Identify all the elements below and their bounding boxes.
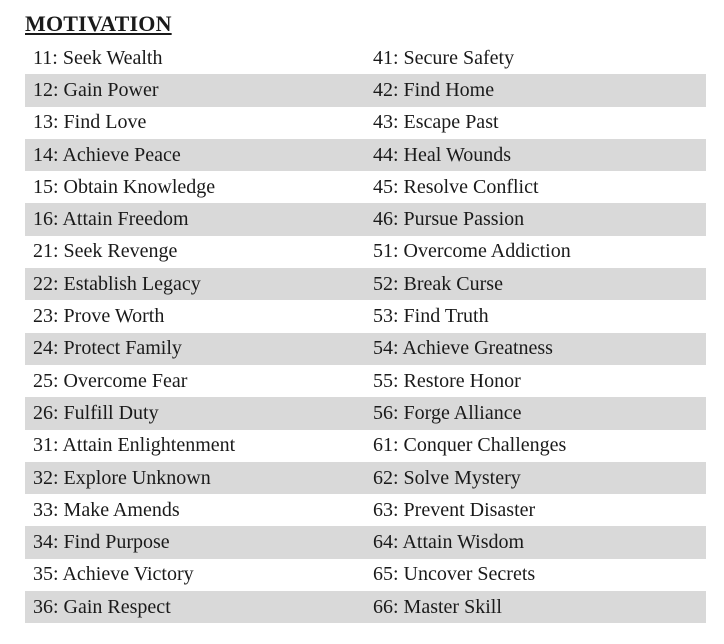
table-cell-right: 42: Find Home [373, 78, 495, 101]
table-cell-right: 46: Pursue Passion [373, 208, 525, 231]
table-cell-right: 44: Heal Wounds [373, 143, 512, 166]
table-cell-right: 61: Conquer Challenges [373, 434, 567, 457]
table-row [25, 397, 706, 429]
table-row [25, 236, 706, 268]
table-title: MOTIVATION [25, 11, 172, 36]
table-cell-left: 33: Make Amends [33, 498, 180, 521]
table-row [25, 300, 706, 332]
table-row [25, 203, 706, 235]
table-cell-left: 32: Explore Unknown [33, 466, 211, 489]
table-cell-left: 21: Seek Revenge [33, 240, 178, 263]
table-row [25, 559, 706, 591]
table-cell-right: 53: Find Truth [373, 305, 489, 328]
table-cell-left: 24: Protect Family [33, 337, 182, 360]
table-cell-left: 31: Attain Enlightenment [33, 434, 236, 457]
table-row [25, 107, 706, 139]
table-cell-left: 13: Find Love [33, 111, 147, 134]
table-cell-right: 64: Attain Wisdom [373, 531, 525, 554]
table-row [25, 333, 706, 365]
table-cell-left: 25: Overcome Fear [33, 369, 188, 392]
table-row [25, 139, 706, 171]
table-cell-left: 35: Achieve Victory [33, 563, 194, 586]
table-cell-right: 45: Resolve Conflict [373, 175, 539, 198]
table-row [25, 591, 706, 623]
table-cell-right: 62: Solve Mystery [373, 466, 521, 489]
table-cell-left: 23: Prove Worth [33, 305, 165, 328]
table-cell-right: 65: Uncover Secrets [373, 563, 536, 586]
table-row [25, 365, 706, 397]
motivation-table [25, 42, 706, 623]
table-cell-right: 52: Break Curse [373, 272, 503, 295]
table-row [25, 430, 706, 462]
table-cell-left: 26: Fulfill Duty [33, 401, 159, 424]
table-cell-right: 54: Achieve Greatness [373, 337, 553, 360]
table-cell-left: 14: Achieve Peace [33, 143, 181, 166]
table-cell-right: 55: Restore Honor [373, 369, 521, 392]
table-cell-left: 11: Seek Wealth [33, 46, 163, 69]
table-row [25, 171, 706, 203]
motivation-table-page [25, 10, 706, 623]
table-cell-right: 63: Prevent Disaster [373, 498, 536, 521]
table-cell-left: 15: Obtain Knowledge [33, 175, 216, 198]
table-cell-right: 43: Escape Past [373, 111, 499, 134]
table-cell-left: 34: Find Purpose [33, 531, 170, 554]
table-cell-right: 51: Overcome Addiction [373, 240, 571, 263]
table-row [25, 462, 706, 494]
table-row [25, 74, 706, 106]
table-cell-left: 12: Gain Power [33, 78, 159, 101]
table-cell-right: 66: Master Skill [373, 595, 502, 618]
table-row [25, 526, 706, 558]
table-cell-right: 41: Secure Safety [373, 46, 515, 69]
table-row [25, 494, 706, 526]
table-cell-right: 56: Forge Alliance [373, 401, 522, 424]
table-row [25, 42, 706, 74]
table-cell-left: 36: Gain Respect [33, 595, 171, 618]
table-cell-left: 16: Attain Freedom [33, 208, 189, 231]
table-row [25, 268, 706, 300]
table-cell-left: 22: Establish Legacy [33, 272, 201, 295]
